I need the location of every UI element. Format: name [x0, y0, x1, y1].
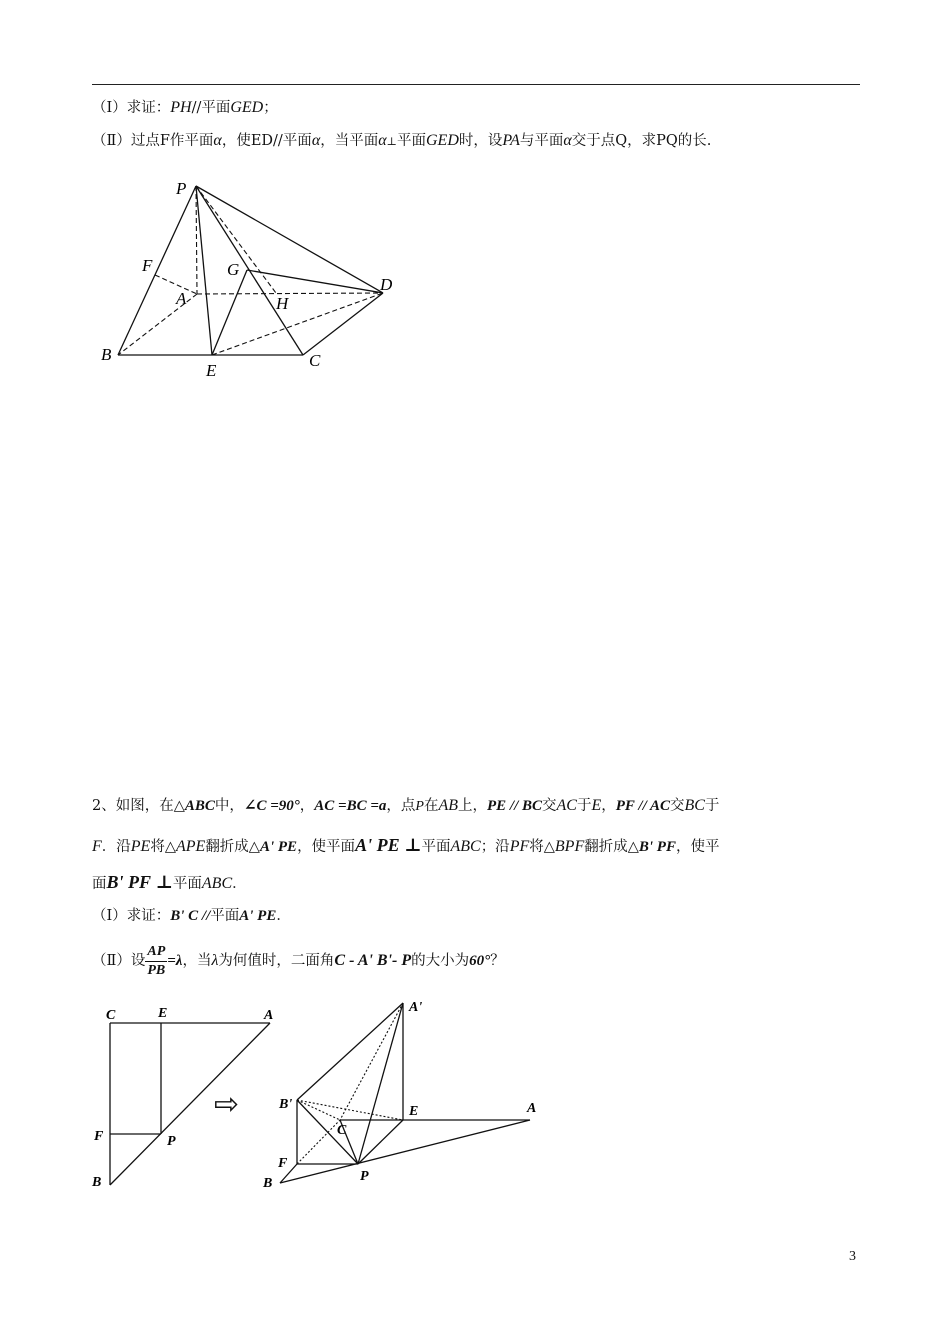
p2-text: 的大小为	[411, 953, 470, 969]
p2-text: 上，	[458, 798, 488, 814]
p2-text: ，点	[386, 798, 416, 814]
p2-text: 将△	[150, 839, 176, 855]
p2-text: ，使平	[675, 839, 720, 855]
math-f: F	[92, 838, 102, 855]
math-e: E	[591, 797, 602, 814]
math-pf: PF	[509, 838, 530, 855]
math-abc: ABC	[184, 798, 215, 814]
edge-b1c	[297, 1100, 340, 1120]
p2-line2	[92, 835, 719, 857]
p2-line1	[92, 796, 719, 817]
label-e: E	[158, 1006, 168, 1021]
label-b: B	[92, 1175, 102, 1190]
label-h: H	[276, 294, 289, 313]
math-pe: PE	[130, 838, 151, 855]
edge-cd	[303, 293, 383, 355]
label-e: E	[409, 1104, 419, 1119]
math-ac-bc-a: AC =BC =a	[314, 798, 387, 814]
p2-text: 在	[423, 798, 439, 814]
edge-ab	[110, 1023, 270, 1185]
p2-text: 平面	[172, 876, 202, 892]
math-ab: AB	[438, 797, 459, 814]
pyramid-figure	[90, 170, 420, 385]
p2-text: 平面	[210, 908, 240, 924]
math-ph: PH	[170, 99, 192, 116]
folded-figure	[258, 995, 548, 1195]
math-eq-lambda: =λ	[167, 953, 183, 969]
p1-part2-text: ，使ED//平面	[221, 133, 312, 149]
p2-text: ．	[276, 908, 291, 924]
label-c: C	[309, 351, 321, 370]
p1-part2-text: ，当平面	[320, 133, 379, 149]
p1-part1	[92, 98, 278, 118]
math-alpha: α	[311, 132, 321, 149]
math-alpha: α	[213, 132, 222, 149]
label-c: C	[106, 1008, 116, 1023]
p1-part2-text: 交于点Q，求PQ的长.	[571, 133, 712, 149]
label-a: A	[176, 289, 187, 308]
p2-part1-prefix: （Ⅰ）求证：	[92, 908, 171, 924]
fraction-ap-pb	[145, 943, 167, 980]
p1-part2-text: 与平面	[519, 133, 564, 149]
fraction-numerator: AP	[145, 943, 167, 962]
page-number: 3	[849, 1249, 856, 1264]
math-b1c-parallel: B' C //	[170, 908, 211, 924]
p2-text: 将△	[529, 839, 555, 855]
p2-text: ，使平面	[297, 839, 356, 855]
math-p: P	[415, 799, 424, 814]
label-f: F	[94, 1129, 104, 1144]
p2-part2-prefix: （Ⅱ）设	[92, 953, 146, 969]
p2-text: ？	[490, 953, 505, 969]
math-ac: AC	[556, 797, 577, 814]
p2-text: 平面	[421, 839, 451, 855]
p1-part2-prefix: （Ⅱ）过点F作平面	[92, 133, 214, 149]
edge-pa	[196, 186, 197, 294]
edge-pe	[196, 186, 212, 355]
p2-text: ，当	[182, 953, 212, 969]
fraction-denominator: PB	[147, 962, 166, 978]
label-b-prime: B'	[279, 1097, 293, 1112]
label-d: D	[380, 275, 393, 294]
math-ape: APE	[175, 838, 206, 855]
math-alpha: α	[563, 132, 572, 149]
math-ged: GED	[425, 132, 459, 149]
p2-text: 翻折成△	[584, 839, 639, 855]
math-pe-bc: PE // BC	[487, 798, 543, 814]
math-angle-c: ∠C =90°	[243, 798, 300, 814]
math-dihedral: C - A' B'- P	[334, 952, 412, 969]
math-lambda: λ	[211, 952, 219, 969]
transform-arrow: ⇨	[214, 1087, 240, 1122]
p2-part2	[92, 942, 505, 980]
label-a-prime: A'	[409, 1000, 423, 1015]
p2-text: ，	[601, 798, 616, 814]
math-bc: BC	[684, 797, 705, 814]
edge-fc	[297, 1120, 340, 1164]
p1-part1-suffix: ；	[263, 100, 278, 116]
math-abc: ABC	[450, 838, 481, 855]
math-a1pe: A' PE	[239, 908, 277, 924]
p1-part1-mid: //平面	[191, 100, 231, 116]
math-abc: ABC	[201, 875, 233, 892]
p1-part1-prefix: （Ⅰ）求证：	[92, 100, 171, 116]
math-alpha: α	[378, 132, 387, 149]
edge-pb	[118, 186, 196, 355]
p2-part1	[92, 906, 291, 926]
label-a: A	[264, 1008, 274, 1023]
p1-part2-text: 平面	[396, 133, 426, 149]
p1-part2	[92, 131, 711, 152]
label-e: E	[206, 361, 217, 380]
edge-eg	[212, 270, 247, 355]
edge-a1b1	[297, 1003, 403, 1100]
p2-text: 为何值时，二面角	[218, 953, 335, 969]
edge-a1c	[340, 1003, 403, 1120]
edge-ba	[280, 1120, 530, 1183]
p1-part2-text: 时，设	[458, 133, 503, 149]
p2-text: ，	[299, 798, 315, 814]
p2-line3	[92, 872, 247, 894]
edge-a1p	[358, 1003, 403, 1164]
label-p: P	[360, 1169, 369, 1184]
p2-text: ；沿	[480, 839, 510, 855]
math-a1pe-large: A' PE	[355, 835, 400, 855]
label-f: F	[278, 1156, 288, 1171]
math-pf-ac: PF // AC	[615, 798, 670, 814]
p2-text: 于	[576, 798, 592, 814]
header-rule	[92, 84, 860, 85]
perp-symbol: ⊥	[155, 872, 173, 892]
label-f: F	[142, 256, 153, 275]
math-ged: GED	[230, 99, 264, 116]
label-b: B	[263, 1176, 273, 1191]
p2-text: 交	[669, 798, 685, 814]
math-b1pf-large: B' PF	[106, 872, 152, 892]
p2-text: 2、如图，在△	[92, 798, 185, 814]
math-pa: PA	[502, 132, 520, 149]
edge-ad	[197, 293, 383, 294]
label-p: P	[167, 1134, 176, 1149]
p2-text: 中，	[214, 798, 244, 814]
p2-text: 翻折成△	[205, 839, 260, 855]
triangle-figure	[85, 1000, 285, 1195]
label-c: C	[337, 1123, 347, 1138]
p2-text: 交	[542, 798, 557, 814]
label-b: B	[101, 345, 112, 364]
perp-symbol: ⊥	[404, 835, 422, 855]
p2-text: ．	[232, 876, 247, 892]
math-b1pf: B' PF	[638, 839, 676, 855]
p2-text: ．沿	[101, 839, 131, 855]
math-bpf: BPF	[554, 838, 585, 855]
p2-text: 面	[92, 876, 107, 892]
perp-symbol: ⊥	[386, 135, 397, 148]
label-a: A	[527, 1101, 537, 1116]
math-a1pe: A' PE	[259, 839, 298, 855]
label-g: G	[227, 260, 240, 279]
math-60deg: 60°	[469, 953, 491, 969]
label-p: P	[176, 179, 187, 198]
p2-text: 于	[704, 798, 720, 814]
